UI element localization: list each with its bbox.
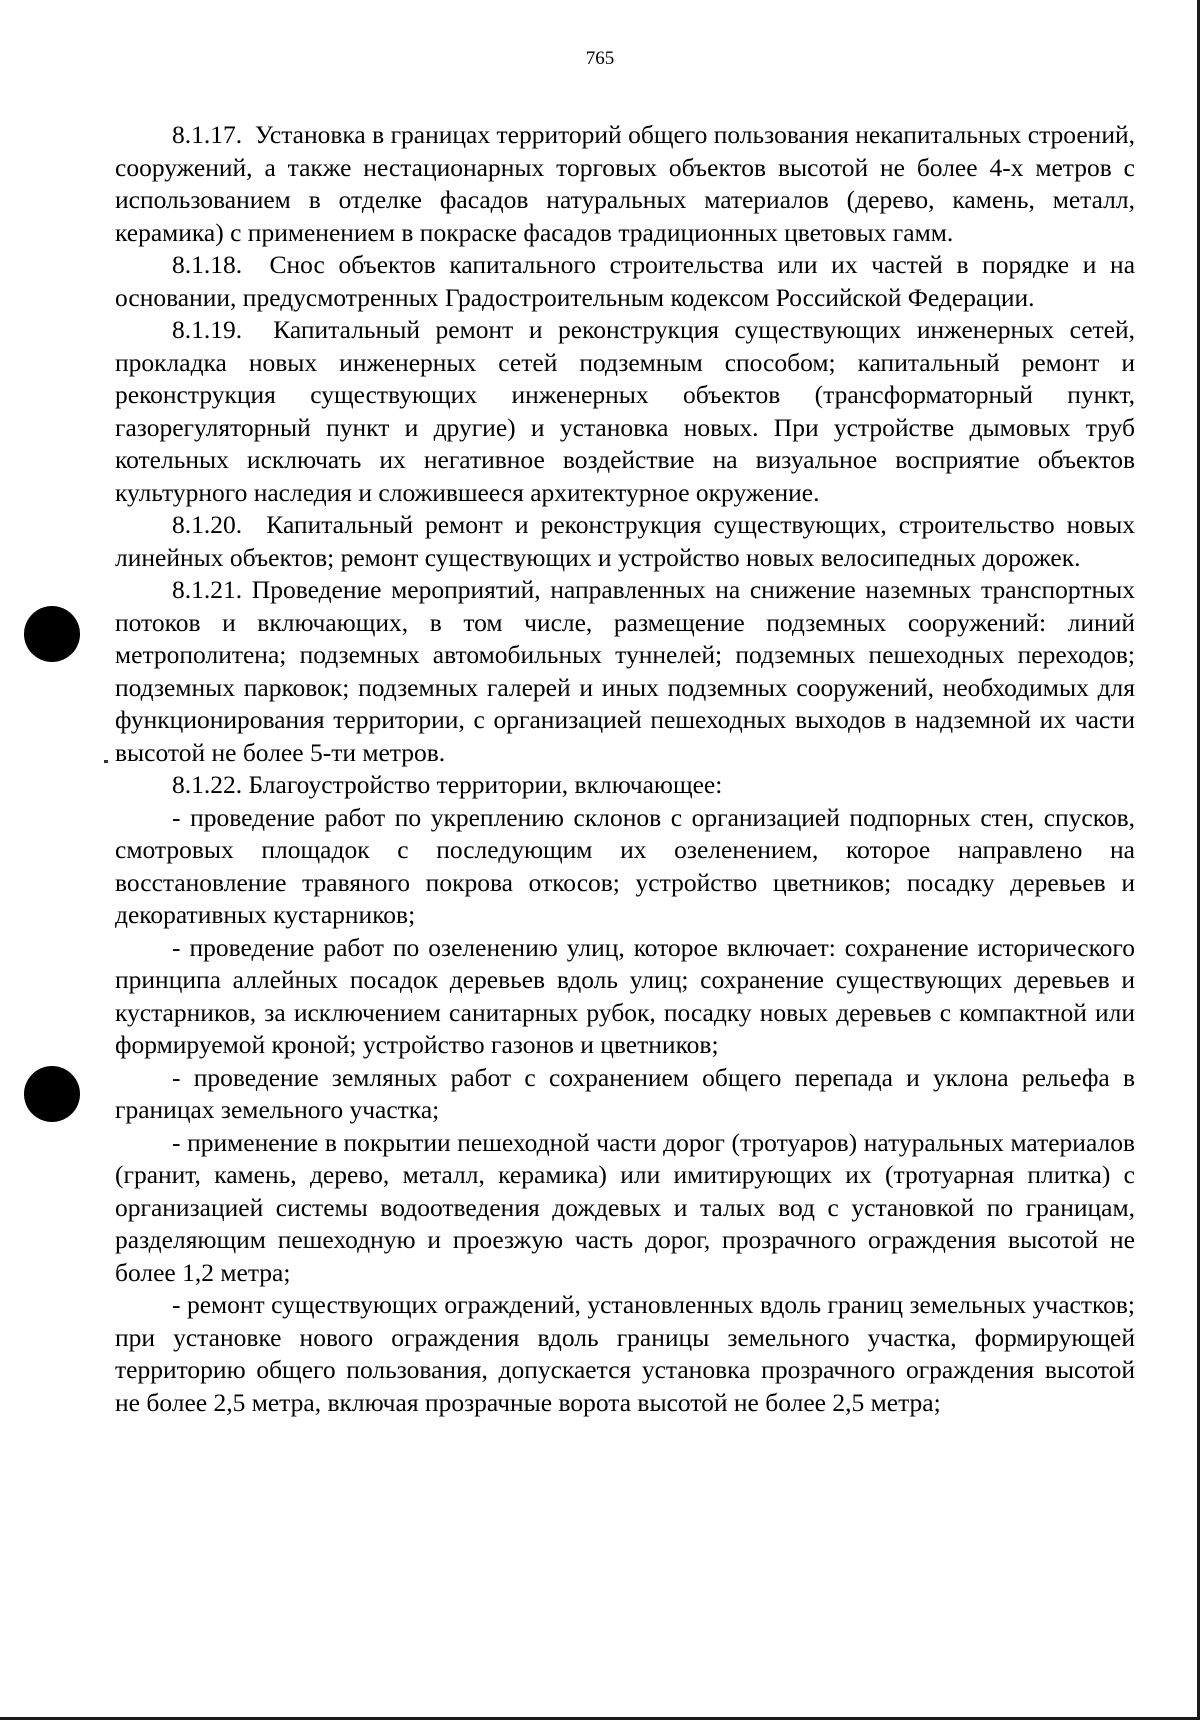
paragraph-8-1-19 [115,314,1135,509]
punch-hole-bottom [24,1066,80,1122]
paragraph-text: Проведение мероприятий, направленных на снижение наземных транспортных потоков и включающих, в том числе, размещение подземных сооружений: линий метрополитена; подземных автомобильных туннелей; подземных пешеходных переходов; подземных парковок; подземных галерей и иных подземных сооружений, необходимых для функционирования территории, с организацией пешеходных выходов в надземной их части высотой не более 5-ти метров. [115,575,1135,767]
paragraph-8-1-17 [115,119,1135,249]
paragraph-text: Капитальный ремонт и реконструкция существующих, строительство новых линейных объектов; ремонт существующих и устройство новых велосипедных дорожек. [115,510,1135,572]
paragraph-text: Благоустройство территории, включающее: [248,770,723,799]
list-item: - ремонт существующих ограждений, установленных вдоль границ земельных участков; при установке нового ограждения вдоль границы земельного участка, формирующей территорию общего пользования, допускается установка прозрачного ограждения высотой не более 2,5 метра, включая прозрачные ворота высотой не более 2,5 метра; [115,1290,1135,1417]
paragraph-number: 8.1.17. [172,120,243,149]
paragraph-text: Снос объектов капитального строительства или их частей в порядке и на основании, предусмотренных Градостроительным кодексом Российской Федерации. [115,250,1136,312]
list-item: - проведение работ по укреплению склонов с организацией подпорных стен, спусков, смотровых площадок с последующим их озеленением, которое направлено на восстановление травяного покрова откосов; устройство цветников; посадку деревьев и декоративных кустарников; [115,802,1135,929]
paragraph-text: Установка в границах территорий общего пользования некапитальных строений, сооружений, а также нестационарных торговых объектов высотой не более 4-х метров с использованием в отделке фасадов натуральных материалов (дерево, камень, металл, керамика) с применением в покраске фасадов традиционных цветовых гамм. [115,120,1135,247]
paragraph-number: 8.1.20. [172,510,243,539]
list-item: - применение в покрытии пешеходной части дорог (тротуаров) натуральных материалов (гранит, камень, дерево, металл, керамика) или имитирующих их (тротуарная плитка) с организацией системы водоотведения дождевых и талых вод с установкой по границам, разделяющим пешеходную и проезжую часть дорог, прозрачного ограждения высотой не более 1,2 метра; [115,1127,1135,1287]
paragraph-8-1-22 [115,769,1135,802]
paragraph-number: 8.1.19. [172,315,243,344]
paragraph-8-1-18 [115,249,1135,314]
list-item: - проведение работ по озеленению улиц, которое включает: сохранение исторического принципа аллейных посадок деревьев вдоль улиц; сохранение существующих деревьев и кустарников, за исключением санитарных рубок, посадку новых деревьев с компактной или формируемой кроной; устройство газонов и цветников; [115,932,1135,1059]
document-body [115,119,1135,1419]
list-item: - проведение земляных работ с сохранением общего перепада и уклона рельефа в границах земельного участка; [115,1062,1135,1124]
paragraph-number: 8.1.21. [172,575,243,604]
paragraph-number: 8.1.22. [172,770,243,799]
scan-artifact [104,760,108,763]
paragraph-8-1-20 [115,509,1135,574]
punch-hole-top [24,606,80,662]
paragraph-text: Капитальный ремонт и реконструкция существующих инженерных сетей, прокладка новых инженерных сетей подземным способом; капитальный ремонт и реконструкция существующих инженерных объектов (трансформаторный пункт, газорегуляторный пункт и другие) и установка новых. При устройстве дымовых труб котельных исключать их негативное воздействие на визуальное восприятие объектов культурного наследия и сложившееся архитектурное окружение. [115,315,1135,507]
page-number: 765 [585,48,615,69]
paragraph-8-1-21 [115,574,1135,769]
paragraph-number: 8.1.18. [172,250,243,279]
